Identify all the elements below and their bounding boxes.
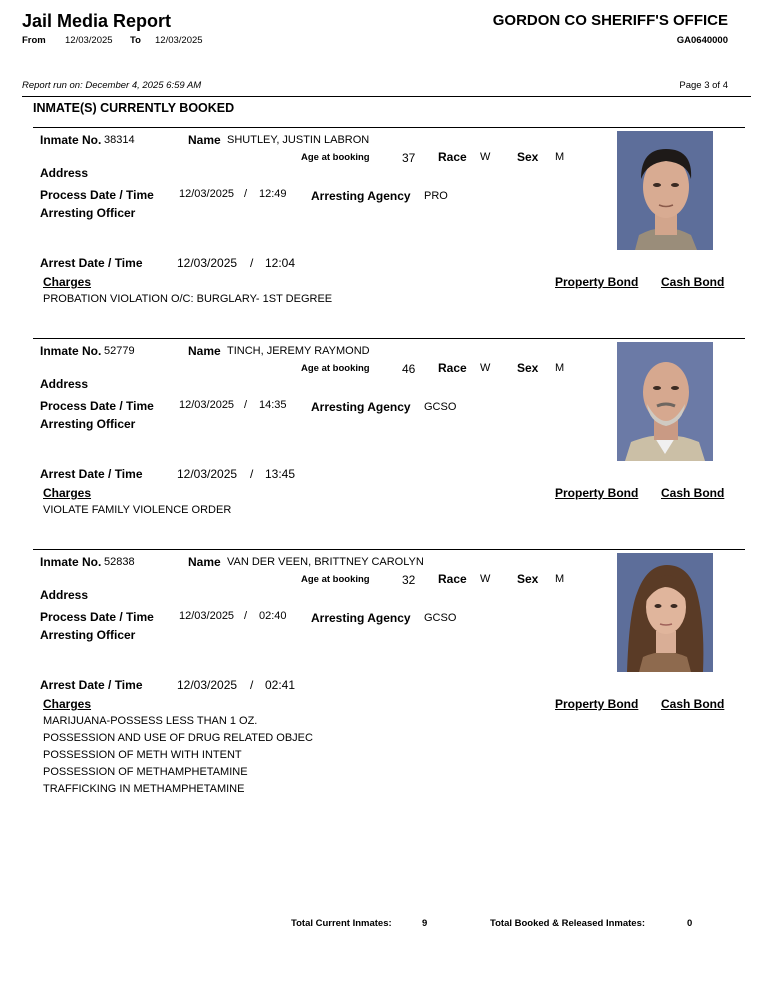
age-value: 37	[402, 151, 416, 165]
cash-bond-label: Cash Bond	[661, 697, 725, 711]
process-date: 12/03/2025	[179, 610, 235, 622]
record-divider	[33, 549, 745, 550]
inmate-no-label: Inmate No.	[40, 555, 102, 569]
address-label: Address	[40, 166, 89, 180]
page-number: Page 3 of 4	[679, 80, 728, 91]
from-label: From	[22, 35, 46, 46]
mugshot	[617, 342, 713, 461]
arresting-agency-value: PRO	[424, 190, 448, 202]
slash: /	[244, 610, 248, 622]
inmate-no-value: 52779	[104, 345, 135, 357]
arrest-label: Arrest Date / Time	[40, 678, 143, 692]
inmate-no-label: Inmate No.	[40, 344, 102, 358]
arrest-time: 02:41	[265, 678, 296, 692]
property-bond-label: Property Bond	[555, 275, 639, 289]
charges-label: Charges	[43, 486, 92, 500]
slash: /	[244, 188, 248, 200]
record-divider	[33, 127, 745, 128]
race-label: Race	[438, 150, 467, 164]
age-value: 32	[402, 573, 416, 587]
process-time: 02:40	[259, 610, 287, 622]
name-label: Name	[188, 344, 221, 358]
address-label: Address	[40, 588, 89, 602]
arrest-date: 12/03/2025	[177, 678, 238, 692]
slash: /	[250, 678, 254, 692]
charges-label: Charges	[43, 697, 92, 711]
process-time: 12:49	[259, 188, 287, 200]
to-label: To	[130, 35, 141, 46]
arrest-time: 12:04	[265, 256, 296, 270]
name-value: VAN DER VEEN, BRITTNEY CAROLYN	[227, 556, 424, 568]
age-label: Age at booking	[301, 363, 370, 374]
charge-item: POSSESSION OF METH WITH INTENT	[43, 749, 242, 761]
arresting-officer-label: Arresting Officer	[40, 628, 136, 642]
charge-item: POSSESSION OF METHAMPHETAMINE	[43, 766, 248, 778]
race-label: Race	[438, 572, 467, 586]
process-time: 14:35	[259, 399, 287, 411]
report-title: Jail Media Report	[22, 11, 172, 31]
race-value: W	[480, 151, 491, 163]
arrest-time: 13:45	[265, 467, 296, 481]
sex-label: Sex	[517, 150, 539, 164]
race-value: W	[480, 573, 491, 585]
mugshot	[617, 131, 713, 250]
inmate-no-value: 38314	[104, 134, 135, 146]
race-label: Race	[438, 361, 467, 375]
inmate-no-value: 52838	[104, 556, 135, 568]
cash-bond-label: Cash Bond	[661, 486, 725, 500]
to-date: 12/03/2025	[155, 35, 203, 46]
agency-name: GORDON CO SHERIFF'S OFFICE	[492, 12, 728, 29]
charge-item: TRAFFICKING IN METHAMPHETAMINE	[43, 783, 245, 795]
slash: /	[244, 399, 248, 411]
property-bond-label: Property Bond	[555, 486, 639, 500]
sex-value: M	[555, 362, 565, 374]
process-label: Process Date / Time	[40, 188, 154, 202]
total-released-label: Total Booked & Released Inmates:	[490, 918, 646, 929]
arresting-agency-value: GCSO	[424, 401, 457, 413]
arresting-officer-label: Arresting Officer	[40, 417, 136, 431]
address-label: Address	[40, 377, 89, 391]
arresting-agency-label: Arresting Agency	[311, 611, 411, 625]
sex-label: Sex	[517, 361, 539, 375]
cash-bond-label: Cash Bond	[661, 275, 725, 289]
arresting-agency-label: Arresting Agency	[311, 189, 411, 203]
age-label: Age at booking	[301, 574, 370, 585]
sex-value: M	[555, 573, 565, 585]
total-released-value: 0	[687, 918, 693, 929]
name-label: Name	[188, 133, 221, 147]
sex-value: M	[555, 151, 565, 163]
total-current-value: 9	[422, 918, 428, 929]
age-value: 46	[402, 362, 416, 376]
arresting-officer-label: Arresting Officer	[40, 206, 136, 220]
header-divider	[22, 96, 751, 97]
age-label: Age at booking	[301, 152, 370, 163]
charge-item: PROBATION VIOLATION O/C: BURGLARY- 1ST DEGREE	[43, 293, 333, 305]
slash: /	[250, 467, 254, 481]
arrest-date: 12/03/2025	[177, 256, 238, 270]
name-value: TINCH, JEREMY RAYMOND	[227, 345, 370, 357]
charge-item: VIOLATE FAMILY VIOLENCE ORDER	[43, 504, 232, 516]
sex-label: Sex	[517, 572, 539, 586]
arrest-label: Arrest Date / Time	[40, 256, 143, 270]
charge-item: POSSESSION AND USE OF DRUG RELATED OBJEC	[43, 732, 313, 744]
arresting-agency-label: Arresting Agency	[311, 400, 411, 414]
charges-label: Charges	[43, 275, 92, 289]
name-label: Name	[188, 555, 221, 569]
arrest-date: 12/03/2025	[177, 467, 238, 481]
inmate-no-label: Inmate No.	[40, 133, 102, 147]
process-date: 12/03/2025	[179, 399, 235, 411]
property-bond-label: Property Bond	[555, 697, 639, 711]
race-value: W	[480, 362, 491, 374]
name-value: SHUTLEY, JUSTIN LABRON	[227, 134, 370, 146]
process-label: Process Date / Time	[40, 610, 154, 624]
arrest-label: Arrest Date / Time	[40, 467, 143, 481]
agency-ori: GA0640000	[676, 35, 728, 46]
mugshot	[617, 553, 713, 672]
record-divider	[33, 338, 745, 339]
from-date: 12/03/2025	[65, 35, 113, 46]
arresting-agency-value: GCSO	[424, 612, 457, 624]
total-current-label: Total Current Inmates:	[291, 918, 392, 929]
slash: /	[250, 256, 254, 270]
process-date: 12/03/2025	[179, 188, 235, 200]
section-title: INMATE(S) CURRENTLY BOOKED	[33, 101, 235, 115]
charge-item: MARIJUANA-POSSESS LESS THAN 1 OZ.	[43, 715, 258, 727]
report-run-time: Report run on: December 4, 2025 6:59 AM	[22, 80, 202, 91]
process-label: Process Date / Time	[40, 399, 154, 413]
